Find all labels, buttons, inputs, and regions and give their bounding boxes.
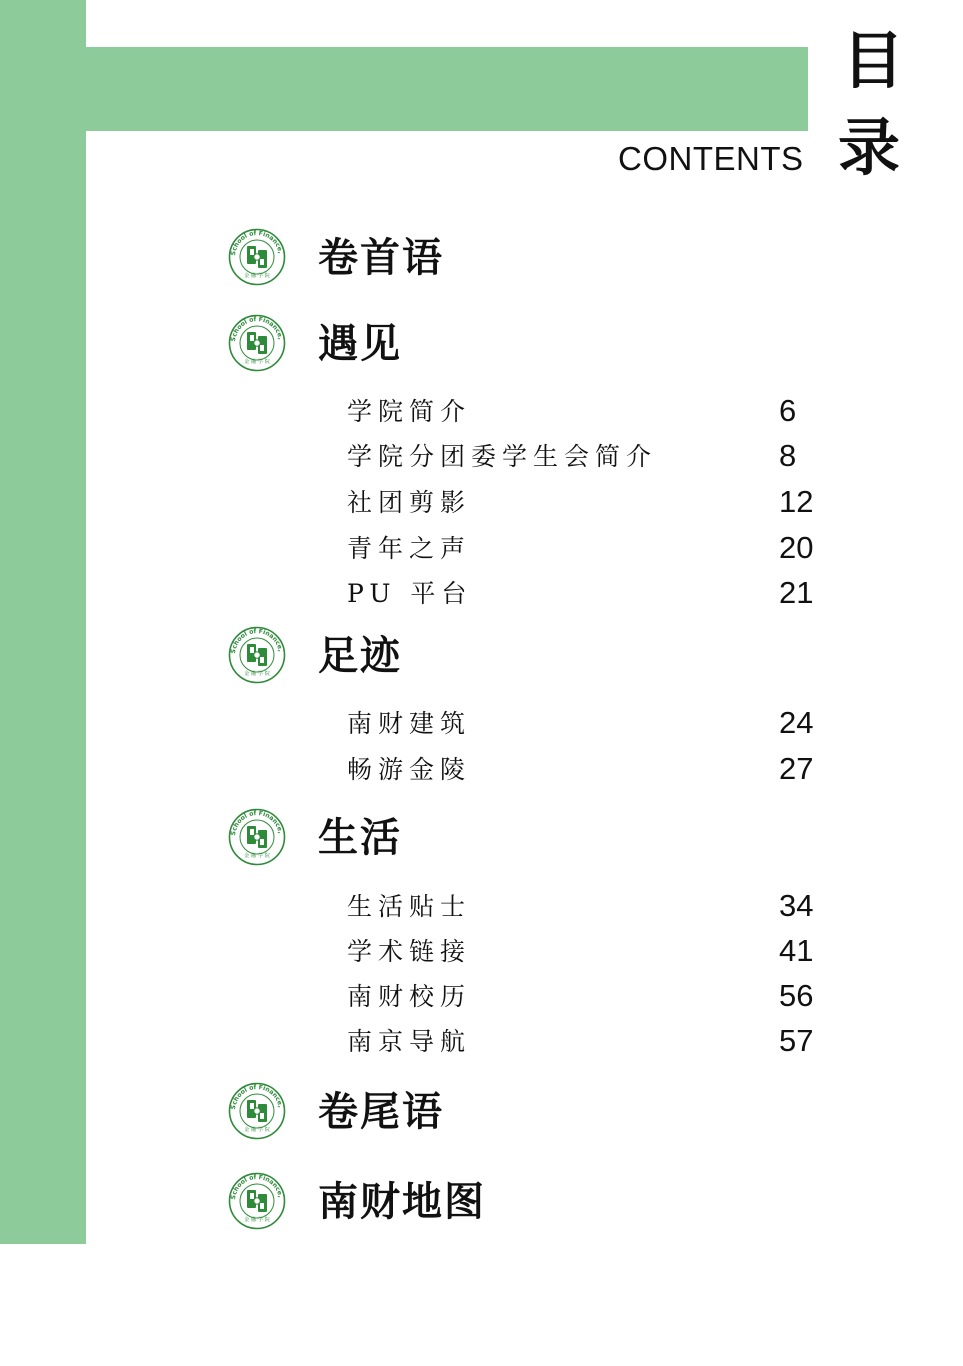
title-char-mu: 目 — [842, 24, 905, 97]
toc-entry-title[interactable]: 畅游金陵 — [347, 755, 472, 784]
svg-text:金 融 学 院: 金 融 学 院 — [244, 1217, 270, 1223]
toc-entry-title[interactable]: 南财建筑 — [347, 709, 472, 738]
toc-entry-page-number: 20 — [779, 530, 814, 565]
svg-text:School of Finance, NUFE: School of Finance, — [229, 627, 284, 655]
left-green-band — [0, 0, 86, 1244]
toc-entry-page-number: 21 — [779, 575, 814, 610]
section-heading[interactable]: 足迹 — [318, 632, 402, 679]
toc-entry-page-number: 41 — [779, 933, 814, 968]
svg-text:金 融 学 院: 金 融 学 院 — [244, 671, 270, 677]
toc-entry-title[interactable]: 青年之声 — [347, 534, 472, 563]
svg-text:金 融 学 院: 金 融 学 院 — [244, 359, 270, 365]
toc-entry-title[interactable]: 社团剪影 — [347, 488, 472, 517]
contents-subtitle: CONTENTS — [618, 140, 804, 177]
toc-entry-page-number: 34 — [779, 888, 814, 923]
svg-text:School of Finance, NUFE: School of Finance, — [229, 1173, 284, 1201]
title-char-lu: 录 — [838, 111, 901, 184]
school-logo-icon — [228, 1172, 286, 1230]
school-logo-icon — [228, 808, 286, 866]
toc-entry-title[interactable]: 学院简介 — [347, 397, 472, 426]
svg-text:School of Finance, NUFE: School of Finance, — [229, 229, 284, 257]
toc-entry-page-number: 56 — [779, 978, 814, 1013]
toc-entry-title[interactable]: 南京导航 — [347, 1027, 472, 1056]
toc-entry-title[interactable]: 南财校历 — [347, 982, 472, 1011]
svg-text:金 融 学 院: 金 融 学 院 — [244, 1127, 270, 1133]
toc-entry-page-number: 57 — [779, 1023, 814, 1058]
svg-text:金 融 学 院: 金 融 学 院 — [244, 273, 270, 279]
toc-entry-title[interactable]: 学术链接 — [347, 937, 472, 966]
toc-entry-page-number: 12 — [779, 484, 814, 519]
svg-text:School of Finance, NUFE: School of Finance, — [229, 315, 284, 343]
toc-entry-title[interactable]: PU 平台 — [347, 579, 473, 608]
toc-entry-page-number: 24 — [779, 705, 814, 740]
toc-entry-title[interactable]: 学院分团委学生会简介 — [347, 442, 658, 471]
school-logo-icon — [228, 626, 286, 684]
section-heading[interactable]: 生活 — [318, 814, 402, 861]
toc-entry-page-number: 27 — [779, 751, 814, 786]
school-logo-icon — [228, 1082, 286, 1140]
school-logo-icon — [228, 228, 286, 286]
section-heading[interactable]: 卷首语 — [318, 234, 444, 281]
toc-entry-page-number: 8 — [779, 438, 797, 473]
toc-entry-title[interactable]: 生活贴士 — [347, 892, 472, 921]
top-green-band — [86, 47, 808, 131]
svg-text:School of Finance, NUFE: School of Finance, — [229, 1083, 284, 1111]
svg-text:金 融 学 院: 金 融 学 院 — [244, 853, 270, 859]
section-heading[interactable]: 南财地图 — [318, 1178, 486, 1225]
section-heading[interactable]: 卷尾语 — [318, 1088, 444, 1135]
toc-entry-page-number: 6 — [779, 393, 797, 428]
svg-text:School of Finance, NUFE: School of Finance, — [229, 809, 284, 837]
school-logo-icon — [228, 314, 286, 372]
section-heading[interactable]: 遇见 — [318, 320, 402, 367]
